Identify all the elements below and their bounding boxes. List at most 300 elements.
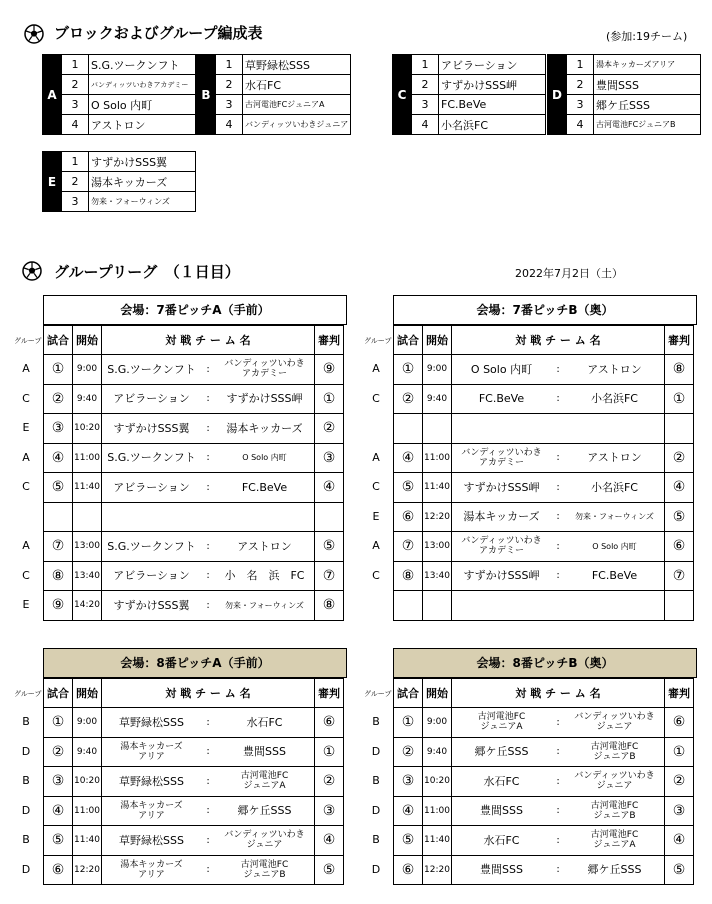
start-time: 9:00 [423, 708, 452, 738]
match-teams [452, 855, 665, 885]
versus-separator: : [206, 716, 210, 728]
table-header-row [44, 679, 344, 708]
team-name: 勿来・フォーウィンズ [89, 192, 196, 212]
start-time: 10:20 [423, 767, 452, 797]
match-teams [452, 502, 665, 532]
start-time: 11:40 [423, 473, 452, 503]
referee-team: ③ [665, 796, 694, 826]
block-team-row [43, 95, 196, 115]
referee-team: ② [665, 767, 694, 797]
versus-separator: : [206, 422, 210, 434]
match-number: ⑧ [44, 561, 73, 591]
table-row [394, 443, 694, 473]
match-number: ② [394, 384, 423, 414]
team-seed-number: 4 [62, 115, 89, 135]
table-header-row [394, 679, 694, 708]
start-time: 14:20 [73, 591, 102, 621]
team-name: アビラーション [439, 55, 546, 75]
away-team: アストロン [237, 539, 292, 553]
versus-separator: : [206, 775, 210, 787]
referee-team: ⑥ [665, 708, 694, 738]
table-header-row [44, 326, 344, 355]
versus-separator: : [556, 452, 560, 464]
team-name: 郷ケ丘SSS [594, 95, 701, 115]
group-letter: A [372, 450, 380, 464]
versus-separator: : [206, 481, 210, 493]
match-teams [452, 414, 665, 444]
match-number: ③ [44, 414, 73, 444]
start-time: 9:40 [73, 737, 102, 767]
group-column-header: グループ [14, 337, 42, 345]
team-name: 湯本キッカーズ [89, 172, 196, 192]
table-row [44, 414, 344, 444]
versus-separator: : [556, 481, 560, 493]
referee-team: ④ [315, 473, 344, 503]
start-time: 12:20 [73, 855, 102, 885]
block-team-row [43, 115, 196, 135]
versus-separator: : [206, 746, 210, 758]
away-team: バンディッツいわき ジュニア [224, 830, 305, 851]
team-name: 古河電池FCジュニアA [243, 95, 351, 115]
referee-team [315, 502, 344, 532]
table-row [394, 591, 694, 621]
block-team-row [43, 55, 196, 75]
versus-separator: : [556, 363, 560, 375]
group-letter: E [22, 598, 30, 611]
away-team: 勿来・フォーウィンズ [575, 512, 654, 522]
team-seed-number: 3 [62, 192, 89, 212]
block-team-row [197, 115, 351, 135]
match-number: ① [44, 355, 73, 385]
team-name: O Solo 内町 [89, 95, 196, 115]
start-time: 11:40 [73, 826, 102, 856]
match-number [44, 502, 73, 532]
referee-team: ④ [665, 473, 694, 503]
match-teams [452, 384, 665, 414]
table-row [44, 767, 344, 797]
team-name: アストロン [89, 115, 196, 135]
match-number: ① [44, 708, 73, 738]
match-teams [452, 796, 665, 826]
home-team: S.G.ツークンフト [107, 451, 196, 465]
match-teams [102, 708, 315, 738]
table-row [394, 737, 694, 767]
team-seed-number: 3 [567, 95, 594, 115]
away-team: 小名浜FC [590, 392, 638, 406]
column-header-teams: 対 戦 チ ー ム 名 [452, 679, 665, 708]
home-team: 草野緑松SSS [119, 833, 184, 847]
away-team: 豊間SSS [243, 745, 286, 759]
table-row [44, 384, 344, 414]
home-team: 豊間SSS [480, 863, 523, 877]
home-team: 水石FC [483, 833, 520, 847]
table-row [394, 796, 694, 826]
home-team: S.G.ツークンフト [107, 362, 196, 376]
group-letter: A [22, 362, 30, 375]
team-seed-number: 2 [412, 75, 439, 95]
referee-team: ⑧ [315, 591, 344, 621]
group-letter: D [371, 862, 381, 876]
home-team: すずかけSSS岬 [463, 569, 540, 583]
table-row [394, 708, 694, 738]
home-team: FC.BeVe [478, 392, 525, 406]
versus-separator: : [556, 511, 560, 523]
table-row [44, 826, 344, 856]
referee-team [665, 591, 694, 621]
start-time [73, 502, 102, 532]
away-team: 郷ケ丘SSS [237, 804, 292, 818]
venue-title: 会場：7番ピッチA（手前） [43, 295, 347, 325]
start-time: 12:20 [423, 855, 452, 885]
group-letter: A [22, 539, 30, 552]
group-letter: C [22, 391, 30, 405]
group-letter: C [372, 391, 380, 405]
match-number [394, 414, 423, 444]
team-seed-number: 4 [567, 115, 594, 135]
table-header-row [394, 326, 694, 355]
column-header-match: 試合 [394, 326, 423, 355]
away-team: 郷ケ丘SSS [587, 863, 642, 877]
table-row [44, 855, 344, 885]
referee-team: ① [315, 384, 344, 414]
block-team-row [548, 75, 701, 95]
start-time: 13:00 [423, 532, 452, 562]
match-teams [102, 414, 315, 444]
team-seed-number: 2 [62, 75, 89, 95]
match-teams [102, 826, 315, 856]
away-team: 古河電池FC ジュニアA [590, 830, 639, 851]
team-seed-number: 3 [216, 95, 243, 115]
team-name: FC.BeVe [439, 95, 546, 115]
group-letter: C [372, 480, 380, 493]
block-team-row [197, 55, 351, 75]
group-letter: D [371, 803, 381, 817]
versus-separator: : [206, 599, 210, 611]
block-team-row [43, 172, 196, 192]
versus-separator: : [206, 805, 210, 817]
group-letter: A [22, 450, 30, 464]
away-team: FC.BeVe [241, 480, 288, 494]
match-number: ④ [44, 443, 73, 473]
match-number: ② [44, 737, 73, 767]
start-time: 13:40 [73, 561, 102, 591]
away-team: O Solo 内町 [592, 541, 637, 551]
team-name: 水石FC [243, 75, 351, 95]
match-teams [452, 355, 665, 385]
start-time: 11:40 [423, 826, 452, 856]
block-team-row [548, 115, 701, 135]
match-number: ④ [44, 796, 73, 826]
referee-team: ③ [315, 443, 344, 473]
block-team-row [197, 95, 351, 115]
referee-team: ⑤ [665, 855, 694, 885]
referee-team: ② [665, 443, 694, 473]
versus-separator: : [556, 570, 560, 582]
versus-separator: : [556, 834, 560, 846]
group-letter: B [22, 833, 30, 846]
match-schedule-table [393, 325, 694, 621]
versus-separator: : [206, 540, 210, 552]
home-team: バンディッツいわき アカデミー [461, 447, 542, 468]
table-row [44, 502, 344, 532]
venue-title: 会場：7番ピッチB（奥） [393, 295, 697, 325]
block-table-b [196, 54, 351, 135]
table-row [44, 708, 344, 738]
team-seed-number: 1 [216, 55, 243, 75]
match-number: ⑤ [394, 473, 423, 503]
home-team: アビラーション [113, 392, 190, 406]
referee-team [665, 414, 694, 444]
group-column-header: グループ [364, 690, 392, 698]
match-number: ⑥ [394, 502, 423, 532]
away-team: 古河電池FC ジュニアB [240, 859, 289, 880]
home-team: 水石FC [483, 774, 520, 788]
block-label: D [548, 55, 567, 135]
home-team: 草野緑松SSS [119, 715, 184, 729]
match-number: ④ [394, 443, 423, 473]
group-letter: D [21, 744, 31, 758]
start-time: 9:40 [73, 384, 102, 414]
table-row [44, 443, 344, 473]
referee-team: ③ [315, 796, 344, 826]
block-team-row [43, 192, 196, 212]
match-teams [102, 737, 315, 767]
block-team-row [548, 95, 701, 115]
start-time [423, 591, 452, 621]
referee-team: ② [315, 414, 344, 444]
table-row [44, 737, 344, 767]
group-column-header: グループ [364, 337, 392, 345]
team-seed-number: 1 [62, 152, 89, 172]
soccer-ball-icon [22, 261, 42, 281]
start-time: 11:00 [423, 796, 452, 826]
away-team: 古河電池FC ジュニアB [590, 800, 639, 821]
group-letter: B [372, 774, 380, 787]
versus-separator: : [556, 864, 560, 876]
team-name: バンディッツいわきジュニア [243, 115, 351, 135]
home-team: 湯本キッカーズ アリア [120, 800, 183, 821]
away-team: 小名浜FC [590, 480, 638, 494]
home-team: 湯本キッカーズ アリア [120, 741, 183, 762]
referee-team: ⑤ [315, 855, 344, 885]
column-header-teams: 対 戦 チ ー ム 名 [452, 326, 665, 355]
versus-separator: : [556, 746, 560, 758]
match-teams [102, 855, 315, 885]
group-letter: C [22, 568, 30, 582]
match-number [394, 591, 423, 621]
block-label: A [43, 55, 62, 135]
block-table-c [392, 54, 546, 135]
group-letter: B [22, 774, 30, 787]
home-team: すずかけSSS岬 [463, 480, 540, 494]
match-teams [102, 384, 315, 414]
group-letter: B [372, 715, 380, 728]
table-row [44, 355, 344, 385]
start-time: 13:40 [423, 561, 452, 591]
team-name: 古河電池FCジュニアB [594, 115, 701, 135]
match-number: ② [394, 737, 423, 767]
start-time: 11:00 [423, 443, 452, 473]
match-schedule-table [43, 678, 344, 885]
away-team: バンディッツいわき ジュニア [574, 712, 655, 733]
block-team-row [393, 55, 546, 75]
match-teams [452, 532, 665, 562]
versus-separator: : [206, 834, 210, 846]
column-header-match: 試合 [44, 326, 73, 355]
group-letter: E [22, 421, 30, 434]
table-row [44, 532, 344, 562]
referee-team: ⑨ [315, 355, 344, 385]
versus-separator: : [556, 805, 560, 817]
home-team: すずかけSSS翼 [113, 598, 190, 612]
match-teams [102, 767, 315, 797]
table-row [44, 591, 344, 621]
away-team: 小 名 浜 FC [224, 569, 305, 583]
column-header-start: 開始 [73, 679, 102, 708]
section-title-blocks: ブロックおよびグループ編成表 [54, 24, 263, 42]
group-letter: C [22, 480, 30, 493]
match-number: ① [394, 708, 423, 738]
team-name: 小名浜FC [439, 115, 546, 135]
home-team: 郷ケ丘SSS [474, 745, 529, 759]
referee-team: ④ [665, 826, 694, 856]
home-team: アビラーション [113, 480, 190, 494]
home-team: 湯本キッカーズ [463, 510, 540, 524]
home-team: 湯本キッカーズ アリア [120, 859, 183, 880]
match-schedule-table [393, 678, 694, 885]
start-time: 12:20 [423, 502, 452, 532]
away-team: FC.BeVe [591, 569, 638, 583]
group-column-header: グループ [14, 690, 42, 698]
block-table-d [547, 54, 701, 135]
referee-team: ⑦ [665, 561, 694, 591]
match-teams [452, 826, 665, 856]
block-team-row [197, 75, 351, 95]
group-letter: B [22, 715, 30, 728]
group-letter: C [372, 568, 380, 582]
team-name: すずかけSSS翼 [89, 152, 196, 172]
away-team: 古河電池FC ジュニアB [590, 741, 639, 762]
referee-team: ④ [315, 826, 344, 856]
referee-team: ⑥ [665, 532, 694, 562]
match-number: ⑦ [394, 532, 423, 562]
team-name: すずかけSSS岬 [439, 75, 546, 95]
table-row [44, 796, 344, 826]
match-teams [452, 708, 665, 738]
team-seed-number: 3 [62, 95, 89, 115]
team-name: バンディッツいわきアカデミー [89, 75, 196, 95]
start-time: 13:00 [73, 532, 102, 562]
column-header-ref: 審判 [665, 679, 694, 708]
referee-team: ⑦ [315, 561, 344, 591]
group-letter: D [21, 803, 31, 817]
match-schedule-table [43, 325, 344, 621]
away-team: アストロン [587, 362, 642, 376]
event-date: 2022年7月2日（土） [515, 267, 623, 280]
table-row [394, 502, 694, 532]
venue-title: 会場：8番ピッチB（奥） [393, 648, 697, 678]
start-time: 11:40 [73, 473, 102, 503]
away-team: 勿来・フォーウィンズ [225, 600, 304, 610]
table-row [394, 767, 694, 797]
table-row [394, 561, 694, 591]
start-time: 11:00 [73, 796, 102, 826]
block-team-row [43, 75, 196, 95]
start-time: 9:00 [423, 355, 452, 385]
column-header-match: 試合 [44, 679, 73, 708]
home-team: 草野緑松SSS [119, 774, 184, 788]
away-team: バンディッツいわき ジュニア [574, 771, 655, 792]
table-row [394, 355, 694, 385]
match-number: ⑨ [44, 591, 73, 621]
match-teams [452, 473, 665, 503]
start-time [423, 414, 452, 444]
referee-team: ⑤ [315, 532, 344, 562]
team-name: 草野緑松SSS [243, 55, 351, 75]
match-number: ⑧ [394, 561, 423, 591]
table-row [394, 855, 694, 885]
block-team-row [43, 152, 196, 172]
start-time: 9:00 [73, 708, 102, 738]
match-teams [102, 443, 315, 473]
team-seed-number: 3 [412, 95, 439, 115]
match-number: ③ [394, 767, 423, 797]
table-row [44, 473, 344, 503]
referee-team: ① [665, 384, 694, 414]
venue-title: 会場：8番ピッチA（手前） [43, 648, 347, 678]
home-team: バンディッツいわき アカデミー [461, 536, 542, 557]
match-teams [452, 737, 665, 767]
away-team: 古河電池FC ジュニアA [240, 771, 289, 792]
column-header-start: 開始 [423, 326, 452, 355]
team-seed-number: 2 [216, 75, 243, 95]
section-title-group-league: グループリーグ （１日目） [54, 263, 240, 281]
match-teams [452, 767, 665, 797]
start-time: 9:40 [423, 737, 452, 767]
match-teams [102, 473, 315, 503]
match-teams [102, 796, 315, 826]
group-letter: E [372, 509, 380, 523]
home-team: すずかけSSS翼 [113, 421, 190, 435]
team-name: 湯本キッカーズアリア [594, 55, 701, 75]
team-seed-number: 1 [62, 55, 89, 75]
versus-separator: : [206, 393, 210, 405]
block-label: E [43, 152, 62, 212]
table-row [394, 532, 694, 562]
block-label: B [197, 55, 216, 135]
match-teams [452, 591, 665, 621]
block-table-e [42, 151, 196, 212]
team-seed-number: 1 [412, 55, 439, 75]
versus-separator: : [206, 570, 210, 582]
match-number: ⑦ [44, 532, 73, 562]
block-team-row [393, 75, 546, 95]
block-team-row [548, 55, 701, 75]
team-seed-number: 4 [412, 115, 439, 135]
match-number: ⑤ [394, 826, 423, 856]
versus-separator: : [556, 540, 560, 552]
match-teams [102, 355, 315, 385]
referee-team: ⑥ [315, 708, 344, 738]
match-teams [102, 591, 315, 621]
column-header-teams: 対 戦 チ ー ム 名 [102, 326, 315, 355]
group-letter: D [21, 862, 31, 876]
referee-team: ⑧ [665, 355, 694, 385]
referee-team: ② [315, 767, 344, 797]
column-header-teams: 対 戦 チ ー ム 名 [102, 679, 315, 708]
versus-separator: : [556, 393, 560, 405]
group-letter: A [372, 539, 380, 552]
